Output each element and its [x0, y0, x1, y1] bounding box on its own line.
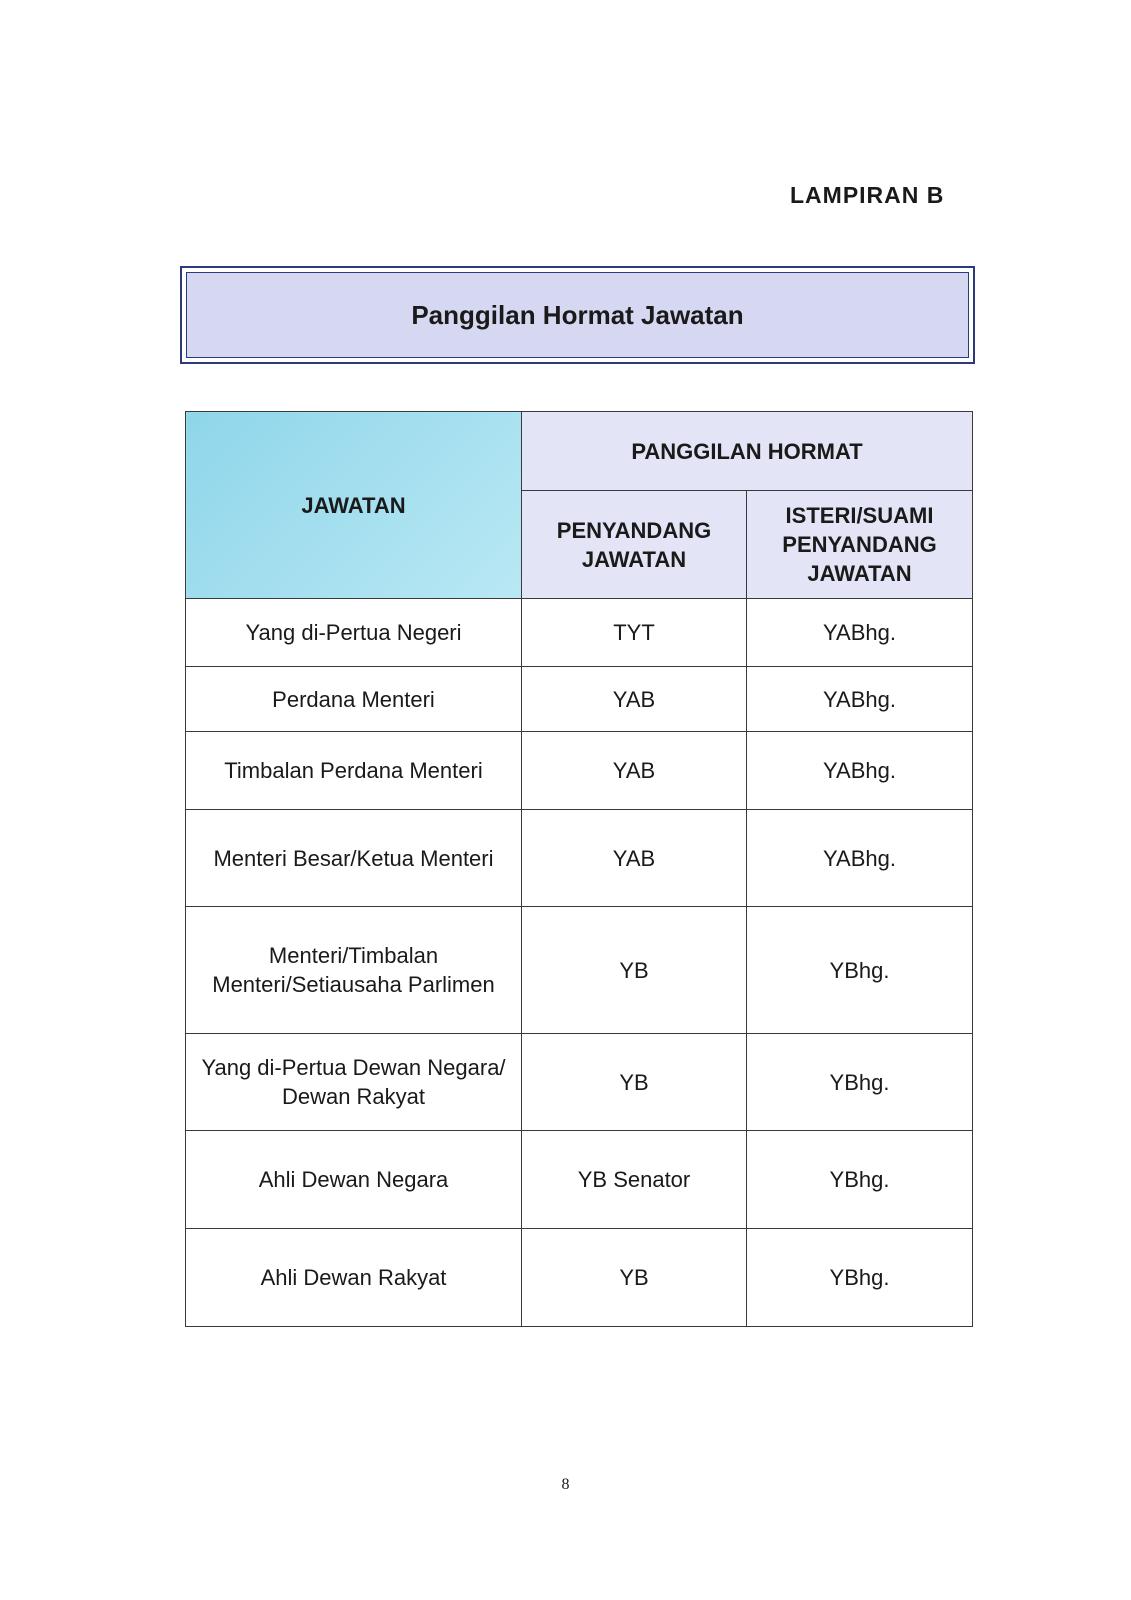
cell-pasangan: YBhg.: [747, 1229, 973, 1327]
cell-penyandang: TYT: [522, 599, 747, 667]
cell-jawatan: Ahli Dewan Negara: [186, 1131, 522, 1229]
cell-jawatan: Yang di-Pertua Dewan Negara/ Dewan Rakyat: [186, 1034, 522, 1131]
table-row: [186, 907, 973, 1034]
table-row: [186, 1034, 973, 1131]
title-box: [180, 266, 975, 364]
cell-jawatan: Yang di-Pertua Negeri: [186, 599, 522, 667]
cell-jawatan: Menteri/Timbalan Menteri/Setiausaha Parlimen: [186, 907, 522, 1034]
header-jawatan: JAWATAN: [186, 412, 522, 599]
cell-pasangan: YABhg.: [747, 810, 973, 907]
title-inner: [186, 272, 969, 358]
header-pasangan: ISTERI/SUAMI PENYANDANG JAWATAN: [747, 491, 973, 599]
cell-penyandang: YAB: [522, 732, 747, 810]
page-title: Panggilan Hormat Jawatan: [411, 299, 744, 330]
table-row: [186, 1131, 973, 1229]
honorifics-table: [185, 411, 973, 1327]
cell-jawatan: Menteri Besar/Ketua Menteri: [186, 810, 522, 907]
table-row: [186, 732, 973, 810]
cell-penyandang: YB: [522, 907, 747, 1034]
cell-jawatan: Timbalan Perdana Menteri: [186, 732, 522, 810]
cell-jawatan: Perdana Menteri: [186, 667, 522, 732]
table-row: [186, 1229, 973, 1327]
header-panggilan-hormat: PANGGILAN HORMAT: [522, 412, 973, 491]
cell-penyandang: YB Senator: [522, 1131, 747, 1229]
page-number: 8: [561, 1476, 570, 1493]
cell-pasangan: YBhg.: [747, 907, 973, 1034]
cell-penyandang: YAB: [522, 667, 747, 732]
cell-pasangan: YABhg.: [747, 599, 973, 667]
cell-pasangan: YABhg.: [747, 667, 973, 732]
cell-penyandang: YB: [522, 1034, 747, 1131]
cell-jawatan: Ahli Dewan Rakyat: [186, 1229, 522, 1327]
table-row: [186, 599, 973, 667]
cell-pasangan: YBhg.: [747, 1131, 973, 1229]
cell-penyandang: YB: [522, 1229, 747, 1327]
annex-label: LAMPIRAN B: [790, 182, 945, 208]
cell-pasangan: YABhg.: [747, 732, 973, 810]
cell-penyandang: YAB: [522, 810, 747, 907]
table-row: [186, 810, 973, 907]
cell-pasangan: YBhg.: [747, 1034, 973, 1131]
table-row: [186, 667, 973, 732]
header-penyandang: PENYANDANG JAWATAN: [522, 491, 747, 599]
